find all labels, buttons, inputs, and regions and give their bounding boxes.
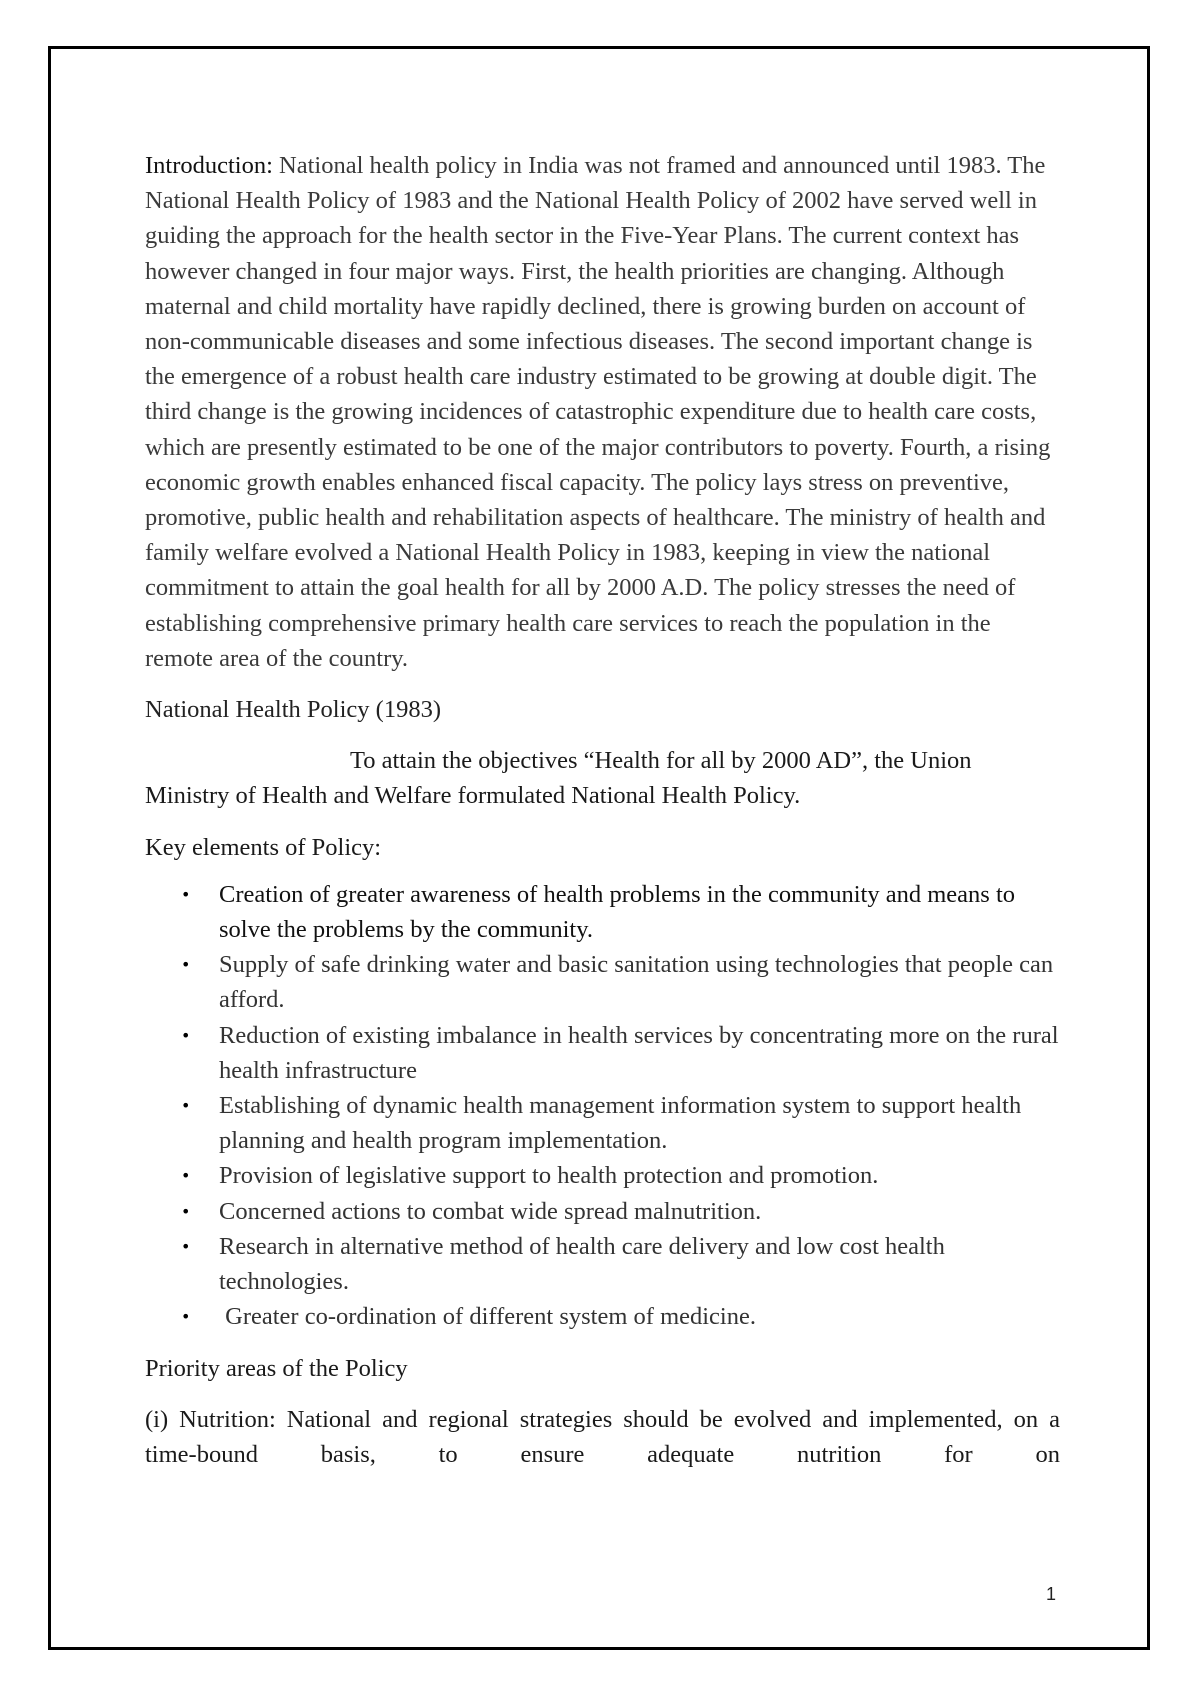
list-item — [145, 877, 1060, 947]
page-number: 1 — [1046, 1584, 1057, 1604]
bullet-icon: • — [181, 1166, 191, 1186]
list-item — [145, 1018, 1060, 1088]
key-elements-list — [145, 877, 1060, 1335]
list-item — [145, 1088, 1060, 1158]
bullet-icon: • — [181, 884, 191, 904]
list-item-text: Establishing of dynamic health management information system to support health planning and health program implementation. — [219, 1092, 1022, 1155]
list-item-text: Reduction of existing imbalance in health services by concentrating more on the rural health infrastructure — [219, 1021, 1059, 1084]
list-item — [145, 1158, 1060, 1193]
list-item-text: Supply of safe drinking water and basic sanitation using technologies that people can afford. — [219, 951, 1054, 1014]
bullet-icon: • — [181, 1307, 191, 1327]
bullet-icon: • — [181, 1096, 191, 1116]
list-item-text: Research in alternative method of health care delivery and low cost health technologies. — [219, 1232, 945, 1296]
bullet-icon: • — [181, 1025, 191, 1045]
bullet-icon: • — [181, 955, 191, 975]
list-item-text: Provision of legislative support to health protection and promotion. — [219, 1162, 879, 1190]
list-item — [145, 1229, 1060, 1299]
list-item-text: Concerned actions to combat wide spread malnutrition. — [219, 1197, 762, 1225]
key-elements-heading: Key elements of Policy: — [145, 833, 382, 861]
list-item — [145, 1299, 1060, 1334]
list-item-text: Greater co-ordination of different system of medicine. — [219, 1303, 756, 1331]
list-item-text: Creation of greater awareness of health problems in the community and means to solve the problems by the community. — [219, 880, 1015, 944]
document-body — [145, 148, 1060, 1472]
introduction-label: Introduction: — [145, 152, 273, 179]
list-item — [145, 947, 1060, 1017]
bullet-icon: • — [181, 1236, 191, 1256]
list-item — [145, 1194, 1060, 1229]
bullet-icon: • — [181, 1201, 191, 1221]
introduction-text: National health policy in India was not framed and announced until 1983. The National Health Policy of 1983 and the National Health Policy of 2002 have served well in guiding the approach for the health sector in the Five-Year Plans. The current context has however changed in four major ways. First, the health priorities are changing. Although maternal and child mortality have rapidly declined, there is growing burden on account of non-communicable diseases and some infectious diseases. The second important change is the emergence of a robust health care industry estimated to be growing at double digit. The third change is the growing incidences of catastrophic expenditure due to health care costs, which are presently estimated to be one of the major contributors to poverty. Fourth, a rising economic growth enables enhanced fiscal capacity. The policy lays stress on preventive, promotive, public health and rehabilitation aspects of healthcare. The ministry of health and family welfare evolved a National Health Policy in 1983, keeping in view the national commitment to attain the goal health for all by 2000 A.D. The policy stresses the need of establishing comprehensive primary health care services to reach the population in the remote area of the country. — [145, 152, 1051, 672]
priority-areas-heading: Priority areas of the Policy — [145, 1354, 408, 1382]
objective-paragraph: To attain the objectives “Health for all by 2000 AD”, the Union Ministry of Health and Welfare formulated National Health Policy. — [145, 747, 972, 810]
nutrition-paragraph: (i) Nutrition: National and regional strategies should be evolved and implemented, on a time-bound basis, to ensure adequate nutrition for on — [145, 1405, 1060, 1468]
section-heading: National Health Policy (1983) — [145, 696, 441, 724]
introduction-paragraph — [145, 148, 1060, 676]
